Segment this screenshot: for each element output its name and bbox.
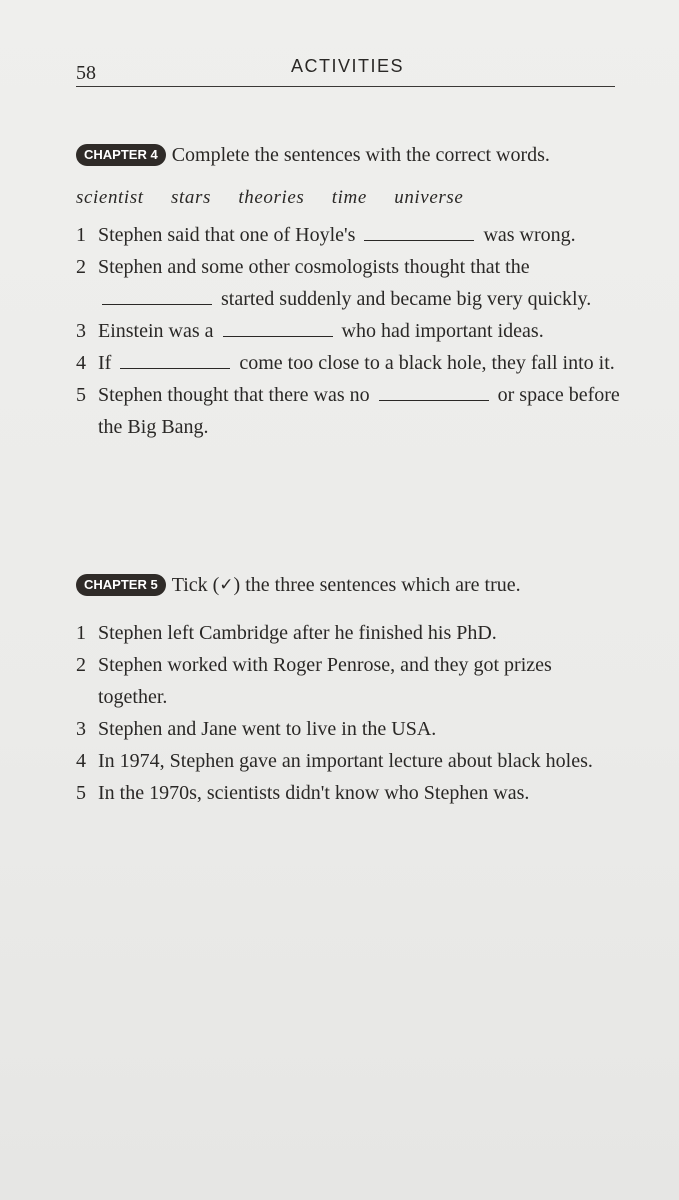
sentence-text: Stephen and Jane went to live in the USA. <box>98 718 437 740</box>
answer-blank[interactable] <box>379 384 489 401</box>
item-number: 5 <box>76 384 86 406</box>
word-box-item: time <box>331 187 367 208</box>
page-number: 58 <box>76 62 96 84</box>
check-mark-icon: ✓ <box>219 575 234 595</box>
chapter-5-heading <box>76 571 621 599</box>
sentence-text: Stephen left Cambridge after he finished his PhD. <box>98 622 497 644</box>
sentence-text-after: or space before the Big Bang. <box>98 384 620 438</box>
item-number: 5 <box>76 782 86 804</box>
chapter-4-sentence <box>76 251 621 315</box>
item-number: 3 <box>76 320 86 342</box>
answer-blank[interactable] <box>364 224 474 241</box>
sentence-text-before: If <box>98 352 112 374</box>
sentence-text-before: Stephen and some other cosmologists thought that the <box>98 256 530 278</box>
sentence-text-after: who had important ideas. <box>341 320 544 342</box>
header-rule <box>76 86 615 87</box>
sentence-text-before: Stephen thought that there was no <box>98 384 370 406</box>
sentence-text: In the 1970s, scientists didn't know who Stephen was. <box>98 782 530 804</box>
chapter-4-sentence-list <box>76 219 621 443</box>
chapter-4-heading <box>76 141 621 169</box>
sentence-text: Stephen worked with Roger Penrose, and they got prizes together. <box>98 654 552 708</box>
word-box-item: universe <box>394 187 464 208</box>
sentence-text-before: Stephen said that one of Hoyle's <box>98 224 356 246</box>
sentence-text-after: come too close to a black hole, they fall into it. <box>239 352 615 374</box>
chapter-5-sentence[interactable] <box>76 649 621 713</box>
chapter-5-sentence[interactable] <box>76 777 621 809</box>
sentence-text-after: was wrong. <box>483 224 576 246</box>
item-number: 1 <box>76 224 86 246</box>
item-number: 1 <box>76 622 86 644</box>
chapter-5-sentence[interactable] <box>76 745 621 777</box>
answer-blank[interactable] <box>120 352 230 369</box>
answer-blank[interactable] <box>102 288 212 305</box>
item-number: 3 <box>76 718 86 740</box>
chapter-5-sentence-list <box>76 617 621 809</box>
word-box-item: scientist <box>76 187 144 208</box>
chapter-5-badge: CHAPTER 5 <box>76 574 166 596</box>
item-number: 4 <box>76 352 86 374</box>
sentence-text-before: Einstein was a <box>98 320 214 342</box>
chapter-5-activity <box>76 571 621 809</box>
chapter-4-sentence <box>76 219 621 251</box>
word-box-item: stars <box>171 187 211 208</box>
sentence-text-after: started suddenly and became big very quickly. <box>221 288 592 310</box>
sentence-text: In 1974, Stephen gave an important lecture about black holes. <box>98 750 593 772</box>
chapter-5-sentence[interactable] <box>76 617 621 649</box>
item-number: 2 <box>76 256 86 278</box>
chapter-4-sentence <box>76 315 621 347</box>
chapter-5-instruction-start: Tick ( <box>171 574 220 596</box>
word-box-item: theories <box>238 187 305 208</box>
chapter-4-instruction: Complete the sentences with the correct words. <box>171 144 550 166</box>
chapter-4-sentence <box>76 347 621 379</box>
chapter-4-sentence <box>76 379 621 443</box>
chapter-4-activity <box>76 141 621 443</box>
item-number: 4 <box>76 750 86 772</box>
page-header <box>76 56 615 96</box>
chapter-5-instruction-end: ) the three sentences which are true. <box>233 574 521 596</box>
answer-blank[interactable] <box>223 320 333 337</box>
word-box <box>76 187 621 209</box>
item-number: 2 <box>76 654 86 676</box>
chapter-4-badge: CHAPTER 4 <box>76 144 166 166</box>
running-head: ACTIVITIES <box>291 56 405 76</box>
chapter-5-sentence[interactable] <box>76 713 621 745</box>
